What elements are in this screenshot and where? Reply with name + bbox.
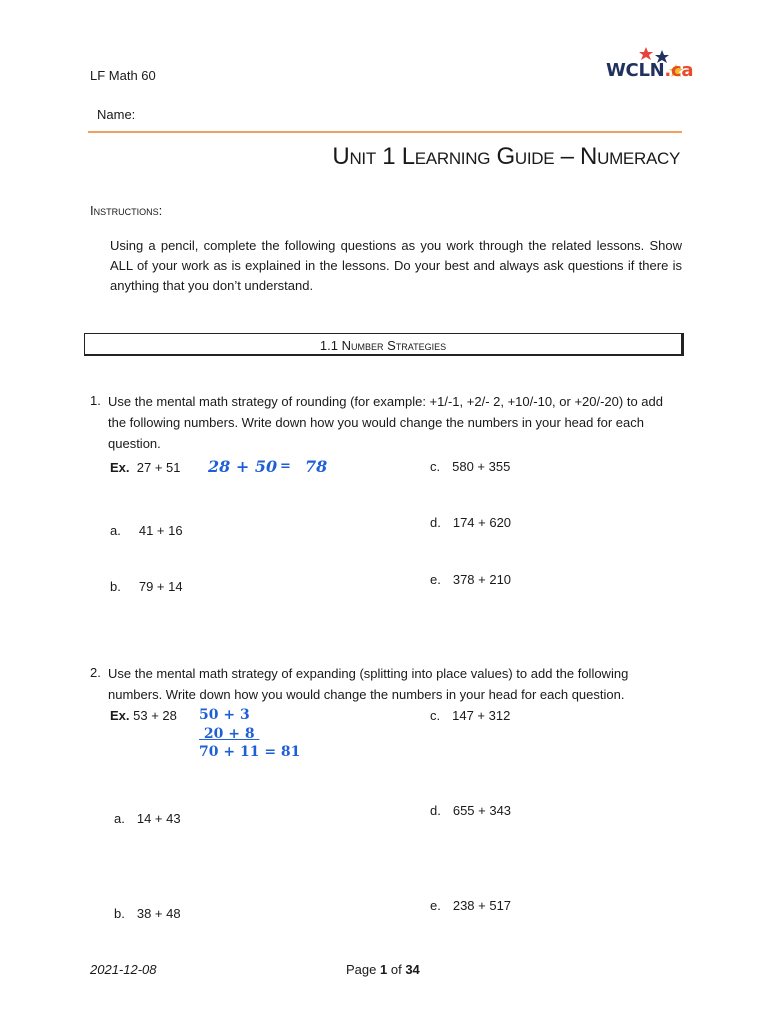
example-work-line: 20 + 8 (203, 726, 255, 742)
page-number: Page 1 of 34 (346, 962, 420, 977)
question-text: Use the mental math strategy of rounding (for example: +1/-1, +2/- 2, +10/-10, or +20/-20) to add the following numbers. Write down how you would change the numbers in your head for each question. (108, 394, 663, 451)
example-work-line: 70 + 11 = 81 (199, 744, 301, 760)
course-label: LF Math 60 (90, 68, 156, 83)
example-work-line: 50 + 3 (199, 707, 250, 723)
example-answer: 78 (305, 457, 328, 476)
problem-item: c. 147 + 312 (430, 708, 511, 723)
problem-item: a. 14 + 43 (114, 811, 181, 826)
question-number: 2. (90, 665, 101, 680)
example-equals: = (280, 459, 291, 474)
problem-item: e. 238 + 517 (430, 898, 512, 913)
problem-item: b. 79 + 14 (110, 579, 183, 594)
problem-item: b. 38 + 48 (114, 906, 181, 921)
footer-date: 2021-12-08 (90, 962, 157, 977)
instructions-heading: Instructions: (90, 203, 163, 218)
problem-item: a. 41 + 16 (110, 523, 183, 538)
problem-item: e. 378 + 210 (430, 572, 512, 587)
question-text: Use the mental math strategy of expanding (splitting into place values) to add the following numbers. Write down how you would change the numbers in your head for each question. (108, 666, 629, 702)
page-title: Unit 1 Learning Guide – Numeracy (332, 143, 680, 170)
wcln-logo (598, 44, 694, 84)
instructions-body: Using a pencil, complete the following questions as you work through the related lessons. Show ALL of your work as is explained in the lessons. Do your best and always ask questions if there is anything that you don’t understand. (110, 238, 682, 293)
header-divider (88, 131, 682, 133)
logo-wordmark: WCLN.ca (606, 60, 694, 81)
example-work: 28 + 50 (208, 457, 278, 476)
section-title: 1.1 Number Strategies (84, 333, 684, 356)
name-label: Name: (97, 107, 136, 122)
problem-item: d. 655 + 343 (430, 803, 512, 818)
example-problem: Ex. 27 + 51 (110, 460, 181, 475)
problem-item: d. 174 + 620 (430, 515, 512, 530)
example-problem: Ex. 53 + 28 (110, 708, 177, 723)
question-number: 1. (90, 393, 101, 408)
problem-item: c. 580 + 355 (430, 459, 511, 474)
